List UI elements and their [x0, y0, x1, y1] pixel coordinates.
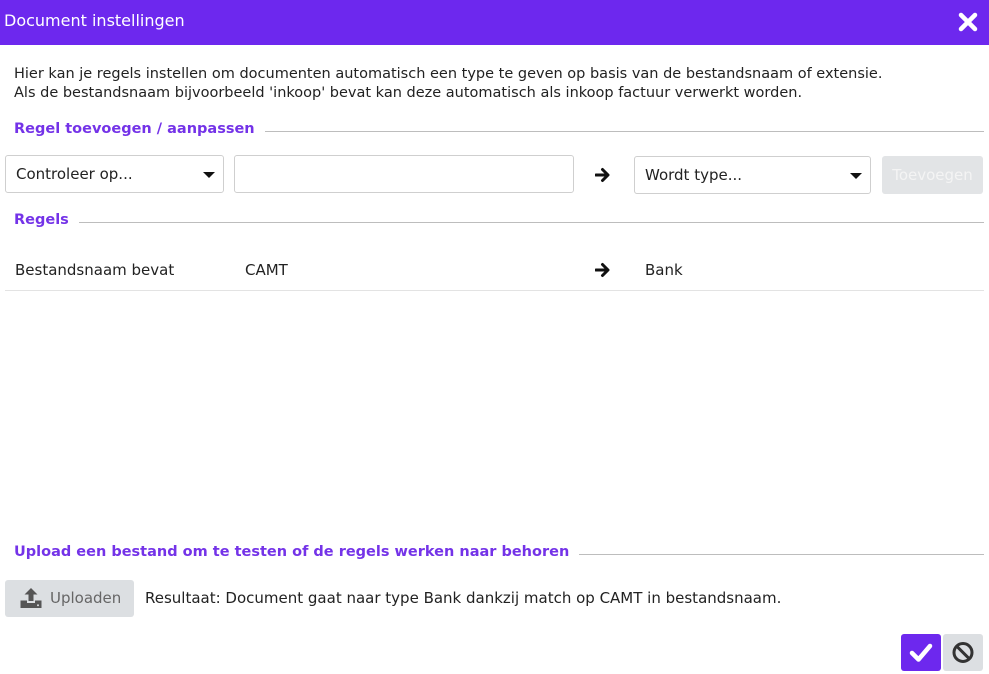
check-on-select-value: Controleer op... — [16, 165, 133, 183]
type-select[interactable] — [634, 156, 871, 194]
intro-line-2: Als de bestandsnaam bijvoorbeeld 'inkoop' bevat kan deze automatisch als inkoop factuur verwerkt worden. — [14, 85, 803, 101]
divider — [14, 222, 984, 223]
confirm-button[interactable] — [901, 634, 941, 671]
intro-text — [14, 65, 979, 103]
rule-value: CAMT — [245, 261, 288, 279]
dialog-title: Document instellingen — [4, 11, 185, 30]
intro-line-1: Hier kan je regels instellen om documenten automatisch een type te geven op basis van de bestandsnaam of extensie. — [14, 66, 883, 82]
arrow-right-icon — [595, 262, 611, 278]
chevron-down-icon — [850, 173, 862, 179]
rule-row[interactable] — [5, 250, 984, 291]
section-heading-rules: Regels — [14, 212, 79, 228]
ban-icon — [943, 634, 983, 671]
upload-icon — [19, 587, 43, 609]
test-result-text: Resultaat: Document gaat naar type Bank dankzij match op CAMT in bestandsnaam. — [145, 589, 782, 607]
chevron-down-icon — [203, 172, 215, 178]
upload-button-label: Uploaden — [50, 589, 122, 607]
add-button[interactable]: Toevoegen — [882, 156, 983, 194]
cancel-button[interactable] — [943, 634, 983, 671]
section-heading-upload: Upload een bestand om te testen of de regels werken naar behoren — [14, 544, 579, 560]
arrow-right-icon — [595, 167, 611, 183]
close-icon[interactable] — [957, 11, 979, 33]
check-on-select[interactable] — [5, 155, 224, 193]
rule-value-input[interactable] — [234, 155, 574, 193]
upload-button[interactable] — [5, 580, 134, 617]
section-heading-add-rule: Regel toevoegen / aanpassen — [14, 121, 265, 137]
rule-type: Bank — [645, 261, 683, 279]
check-icon — [901, 634, 941, 671]
type-select-value: Wordt type... — [645, 166, 743, 184]
rule-condition: Bestandsnaam bevat — [15, 261, 175, 279]
dialog-titlebar — [0, 0, 989, 45]
